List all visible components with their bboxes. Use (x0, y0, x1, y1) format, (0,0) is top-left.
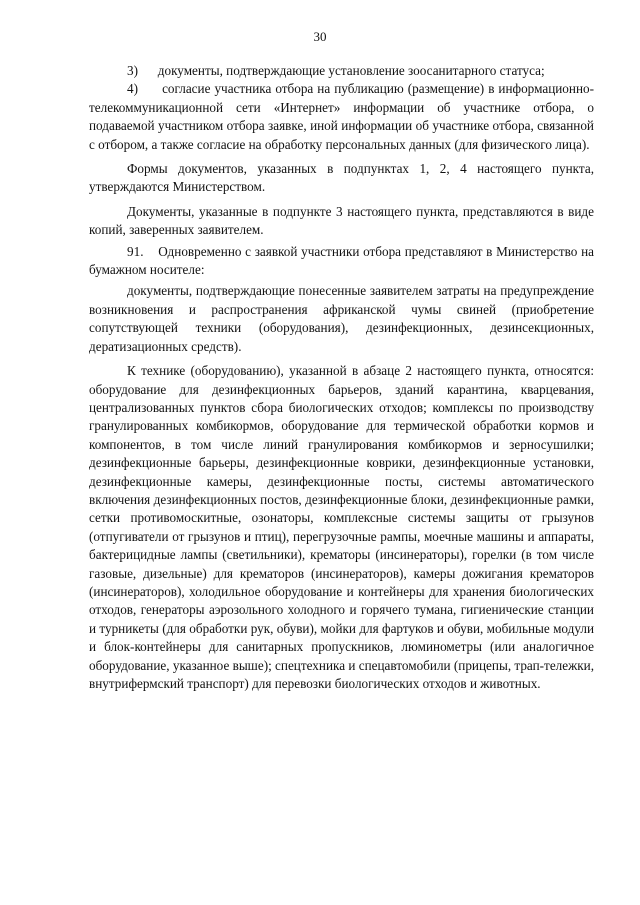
paragraph-equipment-list: К технике (оборудованию), указанной в абзаце 2 настоящего пункта, относятся: оборудование для дезинфекционных барьеров, зданий карантина, кварцевания, централизованных пунктов сбора биологических отходов; комплексы по производству гранулированных комбикормов, оборудование для термической обработки кормов и компонентов, в том числе линий гранулирования комбикормов и зерносушилки; дезинфекционные барьеры, дезинфекционные коврики, дезинфекционные установки, дезинфекционные камеры, дезинфекционные посты, системы автоматического включения дезинфекционных постов, дезинфекционные блоки, дезинфекционные рамки, сетки противомоскитные, озонаторы, комплексные системы защиты от грызунов (отпугиватели от грызунов и птиц), перегрузочные рампы, моечные машины и аппараты, бактерицидные лампы (светильники), крематоры (инсинераторы), горелки (в том числе газовые, дизельные) для крематоров (инсинераторов), камеры дожигания крематоров (инсинераторов), холодильное оборудование и контейнеры для хранения биологических отходов, генераторы аэрозольного холодного и горячего тумана, гигиенические станции и турникеты (для обработки рук, обуви), мойки для фартуков и обуви, мобильные модули и блок-контейнеры для санитарных пропускников, люминометры (или аналогичное оборудование, указанное выше); спецтехника и спецавтомобили (прицепы, трап-тележки, внутрифермский транспорт) для перевозки биологических отходов и животных. (89, 363, 594, 691)
document-body (89, 62, 594, 693)
paragraph-copies: Документы, указанные в подпункте 3 настоящего пункта, представляются в виде копий, заверенных заявителем. (89, 203, 594, 238)
paragraph-91: 91. Одновременно с заявкой участники отбора представляют в Министерство на бумажном носителе: (89, 243, 594, 278)
page-number: 30 (313, 29, 327, 44)
paragraph-expense-documents: документы, подтверждающие понесенные заявителем затраты на предупреждение возникновения и распространения африканской чумы свиней (приобретение сопутствующей техники (оборудования), дезинфекционных, дезинсекционных, дератизационных средств). (89, 283, 594, 354)
paragraph-forms: Формы документов, указанных в подпунктах 1, 2, 4 настоящего пункта, утверждаются Министерством. (89, 161, 594, 195)
paragraph-item-4: 4) согласие участника отбора на публикацию (размещение) в информационно-телекоммуникационной сети «Интернет» информации об участнике отбора, о подаваемой участником отбора заявке, иной информации об участнике отбора, связанной с отбором, а также согласие на обработку персональных данных (для физического лица). (89, 81, 594, 152)
paragraph-item-3: 3) документы, подтверждающие установление зоосанитарного статуса; (127, 63, 545, 78)
